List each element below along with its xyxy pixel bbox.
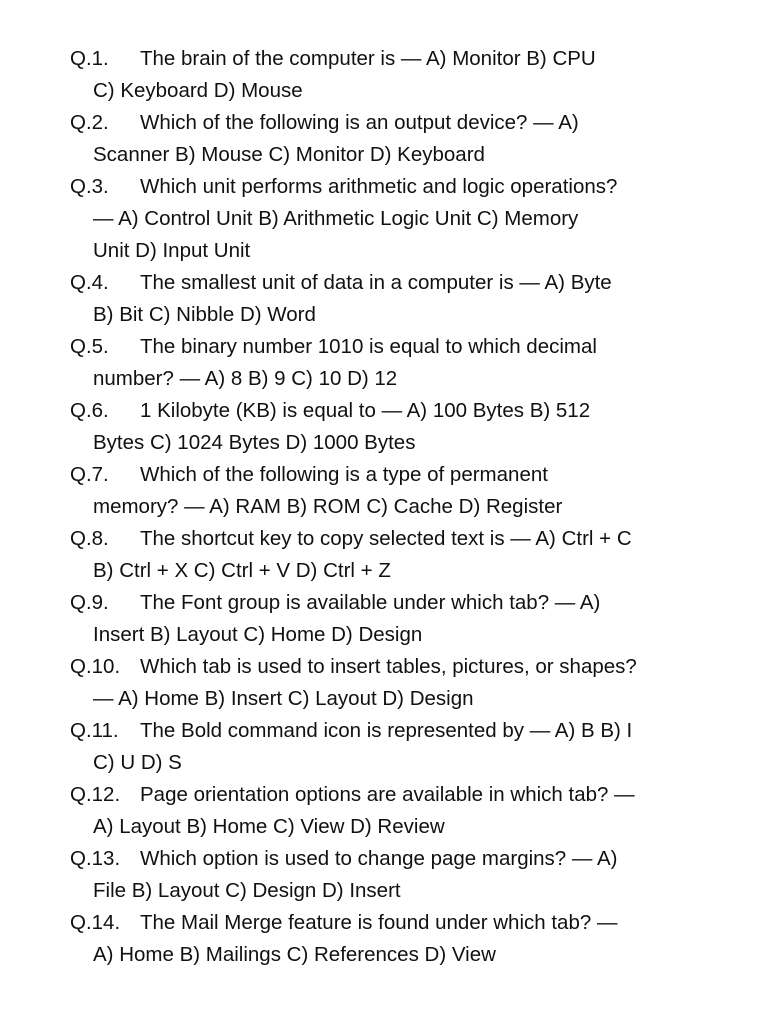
question-options: Bytes C) 1024 Bytes D) 1000 Bytes [93, 431, 416, 454]
question-number: Q.3. [70, 175, 109, 198]
question-line [70, 843, 730, 875]
question-options: B) Bit C) Nibble D) Word [93, 303, 316, 326]
question-text: Page orientation options are available in which tab? — [140, 783, 635, 806]
question-options: memory? — A) RAM B) ROM C) Cache D) Register [93, 495, 563, 518]
question-options: A) Home B) Mailings C) References D) View [93, 943, 496, 966]
question-number: Q.11. [70, 719, 119, 742]
question-2 [70, 107, 730, 171]
question-number: Q.5. [70, 335, 109, 358]
question-14 [70, 907, 730, 971]
question-number: Q.2. [70, 111, 109, 134]
question-line [70, 107, 730, 139]
question-options: Unit D) Input Unit [93, 239, 251, 262]
question-line [70, 523, 730, 555]
question-number: Q.6. [70, 399, 109, 422]
question-10 [70, 651, 730, 715]
question-number: Q.4. [70, 271, 109, 294]
question-8 [70, 523, 730, 587]
question-line [70, 331, 730, 363]
question-6 [70, 395, 730, 459]
question-options: Scanner B) Mouse C) Monitor D) Keyboard [93, 143, 485, 166]
question-line [70, 459, 730, 491]
question-text: Which of the following is an output device? — A) [140, 111, 579, 134]
question-list [70, 43, 730, 971]
question-options: File B) Layout C) Design D) Insert [93, 879, 401, 902]
question-11 [70, 715, 730, 779]
question-text: The binary number 1010 is equal to which decimal [140, 335, 597, 358]
question-text: 1 Kilobyte (KB) is equal to — A) 100 Bytes B) 512 [140, 399, 591, 422]
question-5 [70, 331, 730, 395]
question-line [70, 651, 730, 683]
question-line [70, 171, 730, 203]
question-7 [70, 459, 730, 523]
question-text: The brain of the computer is — A) Monitor B) CPU [140, 47, 596, 70]
question-number: Q.10. [70, 655, 121, 678]
question-options: C) Keyboard D) Mouse [93, 79, 303, 102]
question-options: — A) Home B) Insert C) Layout D) Design [93, 687, 474, 710]
question-text: The Mail Merge feature is found under which tab? — [140, 911, 618, 934]
question-options: B) Ctrl + X C) Ctrl + V D) Ctrl + Z [93, 559, 391, 582]
question-9 [70, 587, 730, 651]
question-12 [70, 779, 730, 843]
question-line [70, 395, 730, 427]
question-text: The Bold command icon is represented by — A) B B) I [140, 719, 633, 742]
question-text: The smallest unit of data in a computer is — A) Byte [140, 271, 612, 294]
question-text: Which option is used to change page margins? — A) [140, 847, 618, 870]
question-number: Q.9. [70, 591, 109, 614]
question-number: Q.13. [70, 847, 121, 870]
question-text: The shortcut key to copy selected text is — A) Ctrl + C [140, 527, 632, 550]
question-line [70, 715, 730, 747]
question-text: Which of the following is a type of permanent [140, 463, 548, 486]
question-options: number? — A) 8 B) 9 C) 10 D) 12 [93, 367, 398, 390]
question-line [70, 43, 730, 75]
question-number: Q.12. [70, 783, 121, 806]
question-options: C) U D) S [93, 751, 182, 774]
question-text: Which unit performs arithmetic and logic operations? [140, 175, 618, 198]
question-text: Which tab is used to insert tables, pictures, or shapes? [140, 655, 637, 678]
question-options: — A) Control Unit B) Arithmetic Logic Unit C) Memory [93, 207, 579, 230]
question-3 [70, 171, 730, 267]
question-options: Insert B) Layout C) Home D) Design [93, 623, 423, 646]
question-options: A) Layout B) Home C) View D) Review [93, 815, 445, 838]
question-4 [70, 267, 730, 331]
question-line [70, 779, 730, 811]
question-line [70, 907, 730, 939]
question-number: Q.7. [70, 463, 109, 486]
question-number: Q.1. [70, 47, 109, 70]
question-text: The Font group is available under which tab? — A) [140, 591, 601, 614]
question-number: Q.14. [70, 911, 121, 934]
question-13 [70, 843, 730, 907]
question-line [70, 587, 730, 619]
question-line [70, 267, 730, 299]
question-number: Q.8. [70, 527, 109, 550]
question-1 [70, 43, 730, 107]
